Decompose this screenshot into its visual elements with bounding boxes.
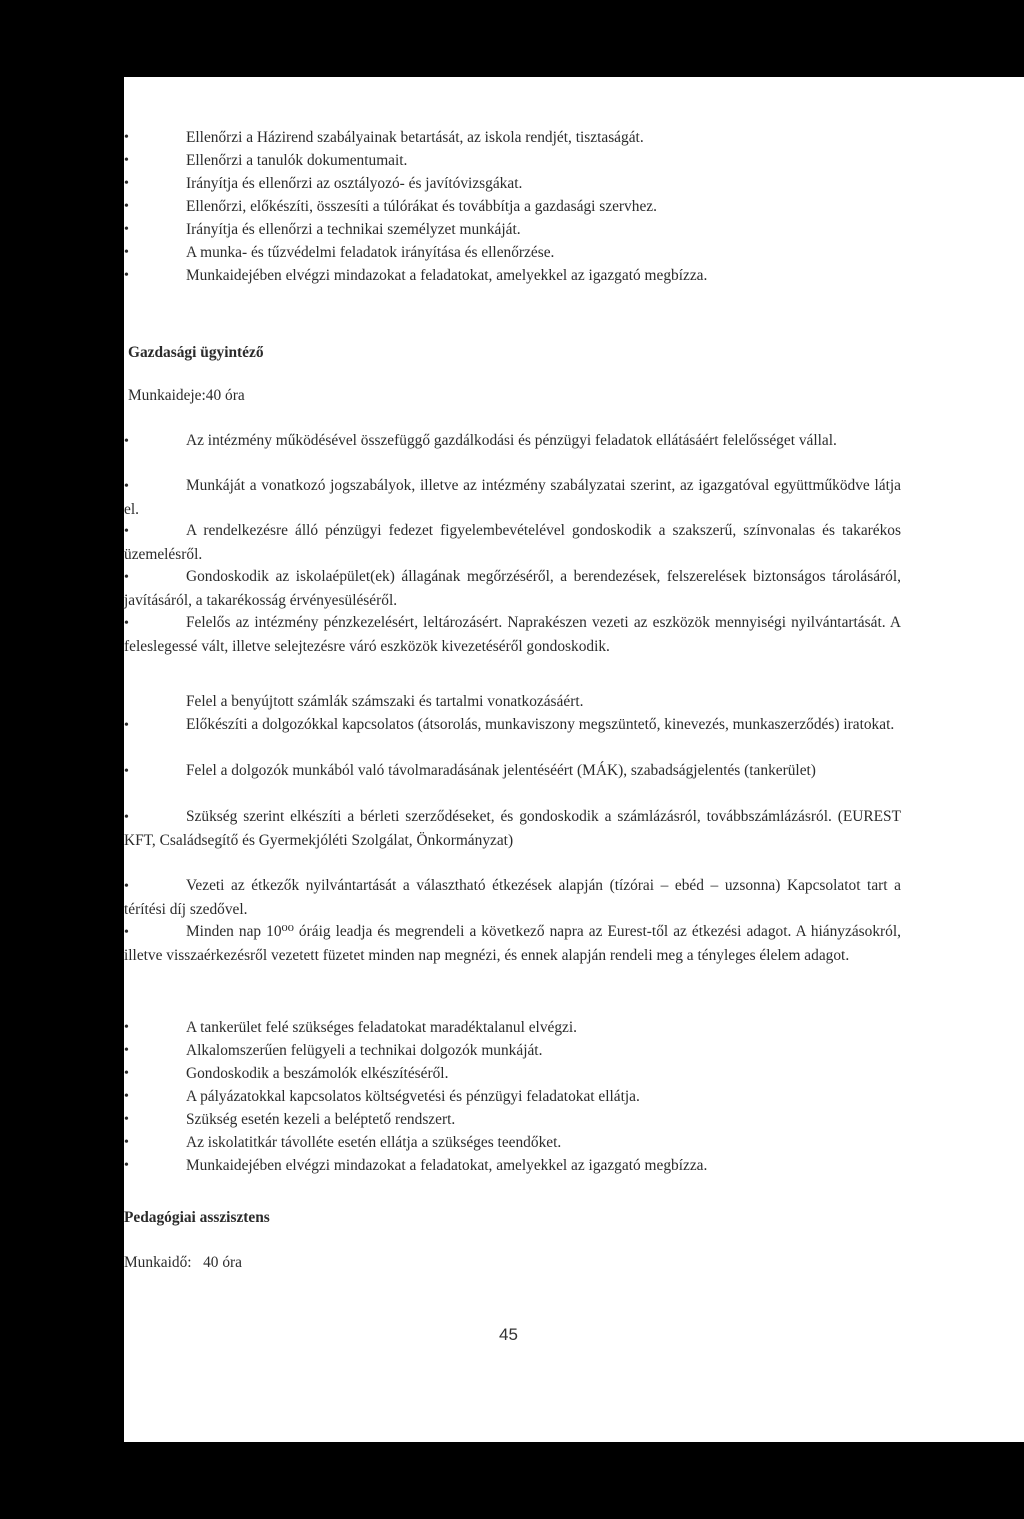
list-item: • Munkaidejében elvégzi mindazokat a feladatokat, amelyekkel az igazgató megbízza.: [124, 1155, 899, 1178]
bullet: •: [124, 268, 129, 283]
bullet: •: [124, 616, 129, 631]
list-item: • Ellenőrzi, előkészíti, összesíti a túlórákat és továbbítja a gazdasági szervhez.: [124, 196, 899, 219]
bullet: •: [124, 434, 129, 449]
duty-paragraph: • Felelős az intézmény pénzkezelésért, leltározásért. Naprakészen vezeti az eszközök mennyiségi nyilvántartását. A feleslegessé vált, illetve selejtezésre váró eszközök kivezetéséről gondoskodik.: [124, 614, 901, 655]
list-item: • A tankerület felé szükséges feladatokat maradéktalanul elvégzi.: [124, 1017, 899, 1040]
section-heading: Pedagógiai asszisztens: [124, 1209, 270, 1226]
section-heading: Gazdasági ügyintéző: [128, 344, 264, 361]
bullet: •: [124, 199, 129, 214]
list-item: • Szükség esetén kezeli a beléptető rendszert.: [124, 1109, 899, 1132]
bullet: •: [124, 153, 129, 168]
bullet: •: [124, 718, 129, 733]
duty-paragraph: Felel a benyújtott számlák számszaki és tartalmi vonatkozásáért.: [186, 693, 584, 710]
duty-paragraph: • Gondoskodik az iskolaépület(ek) állagának megőrzéséről, a berendezések, felszerelések biztonságos tárolásáról, javításáról, a takarékosság érvényesüléséről.: [124, 568, 901, 609]
bullet: •: [124, 925, 129, 940]
list-item: • Irányítja és ellenőrzi az osztályozó- és javítóvizsgákat.: [124, 173, 899, 196]
bullet: •: [124, 222, 129, 237]
work-hours: Munkaideje:40 óra: [128, 387, 245, 404]
duty-paragraph: • Vezeti az étkezők nyilvántartását a választható étkezések alapján (tízórai – ebéd – uzsonna) Kapcsolatot tart a térítési díj szedővel.: [124, 877, 901, 918]
bullet: •: [124, 570, 129, 585]
list-item: • A pályázatokkal kapcsolatos költségvetési és pénzügyi feladatokat ellátja.: [124, 1086, 899, 1109]
bullet: •: [124, 1066, 129, 1081]
bullet: •: [124, 1089, 129, 1104]
bullet: •: [124, 1135, 129, 1150]
list-item: • Ellenőrzi a Házirend szabályainak betartását, az iskola rendjét, tisztaságát.: [124, 127, 899, 150]
bullet: •: [124, 479, 129, 494]
bullet: •: [124, 1043, 129, 1058]
list-item: • Irányítja és ellenőrzi a technikai személyzet munkáját.: [124, 219, 899, 242]
duty-paragraph: • Felel a dolgozók munkából való távolmaradásának jelentéséért (MÁK), szabadságjelentés (tankerület): [124, 760, 901, 784]
duty-paragraph: • Az intézmény működésével összefüggő gazdálkodási és pénzügyi feladatok ellátásáért felelősséget vállal.: [124, 430, 901, 454]
list-item: • Alkalomszerűen felügyeli a technikai dolgozók munkáját.: [124, 1040, 899, 1063]
list-item: • Az iskolatitkár távolléte esetén ellátja a szükséges teendőket.: [124, 1132, 899, 1155]
duty-paragraph: • Munkáját a vonatkozó jogszabályok, illetve az intézmény szabályzatai szerint, az igazgatóval együttműködve látja el.: [124, 477, 901, 518]
document-page: [124, 77, 1024, 1442]
bullet: •: [124, 176, 129, 191]
list-item: • Munkaidejében elvégzi mindazokat a feladatokat, amelyekkel az igazgató megbízza.: [124, 265, 899, 288]
bullet: •: [124, 130, 129, 145]
bullet: •: [124, 1020, 129, 1035]
list-item: • Gondoskodik a beszámolók elkészítéséről.: [124, 1063, 899, 1086]
bullet: •: [124, 810, 129, 825]
duty-paragraph: • A rendelkezésre álló pénzügyi fedezet figyelembevételével gondoskodik a szakszerű, színvonalas és takarékos üzemelésről.: [124, 522, 901, 563]
bullet: •: [124, 1158, 129, 1173]
list-item: • Ellenőrzi a tanulók dokumentumait.: [124, 150, 899, 173]
bullet: •: [124, 245, 129, 260]
bullet: •: [124, 524, 129, 539]
duty-paragraph: • Szükség szerint elkészíti a bérleti szerződéseket, és gondoskodik a számlázásról, továbbszámlázásról. (EUREST KFT, Családsegítő és Gyermekjóléti Szolgálat, Önkormányzat): [124, 808, 901, 849]
work-hours: Munkaidő: 40 óra: [124, 1254, 242, 1271]
bullet: •: [124, 879, 129, 894]
list-item: • A munka- és tűzvédelmi feladatok irányítása és ellenőrzése.: [124, 242, 899, 265]
duty-paragraph: • Minden nap 10⁰⁰ óráig leadja és megrendeli a következő napra az Eurest-től az étkezési adagot. A hiányzásokról, illetve visszaérkezésről vezetett füzetet minden nap megnézi, és ennek alapján rendeli meg a tényleges élelem adagot.: [124, 923, 901, 964]
bullet: •: [124, 1112, 129, 1127]
bullet: •: [124, 764, 129, 779]
duty-paragraph: • Előkészíti a dolgozókkal kapcsolatos (átsorolás, munkaviszony megszüntető, kinevezés, munkaszerződés) iratokat.: [124, 714, 901, 738]
page-number: 45: [499, 1325, 518, 1344]
